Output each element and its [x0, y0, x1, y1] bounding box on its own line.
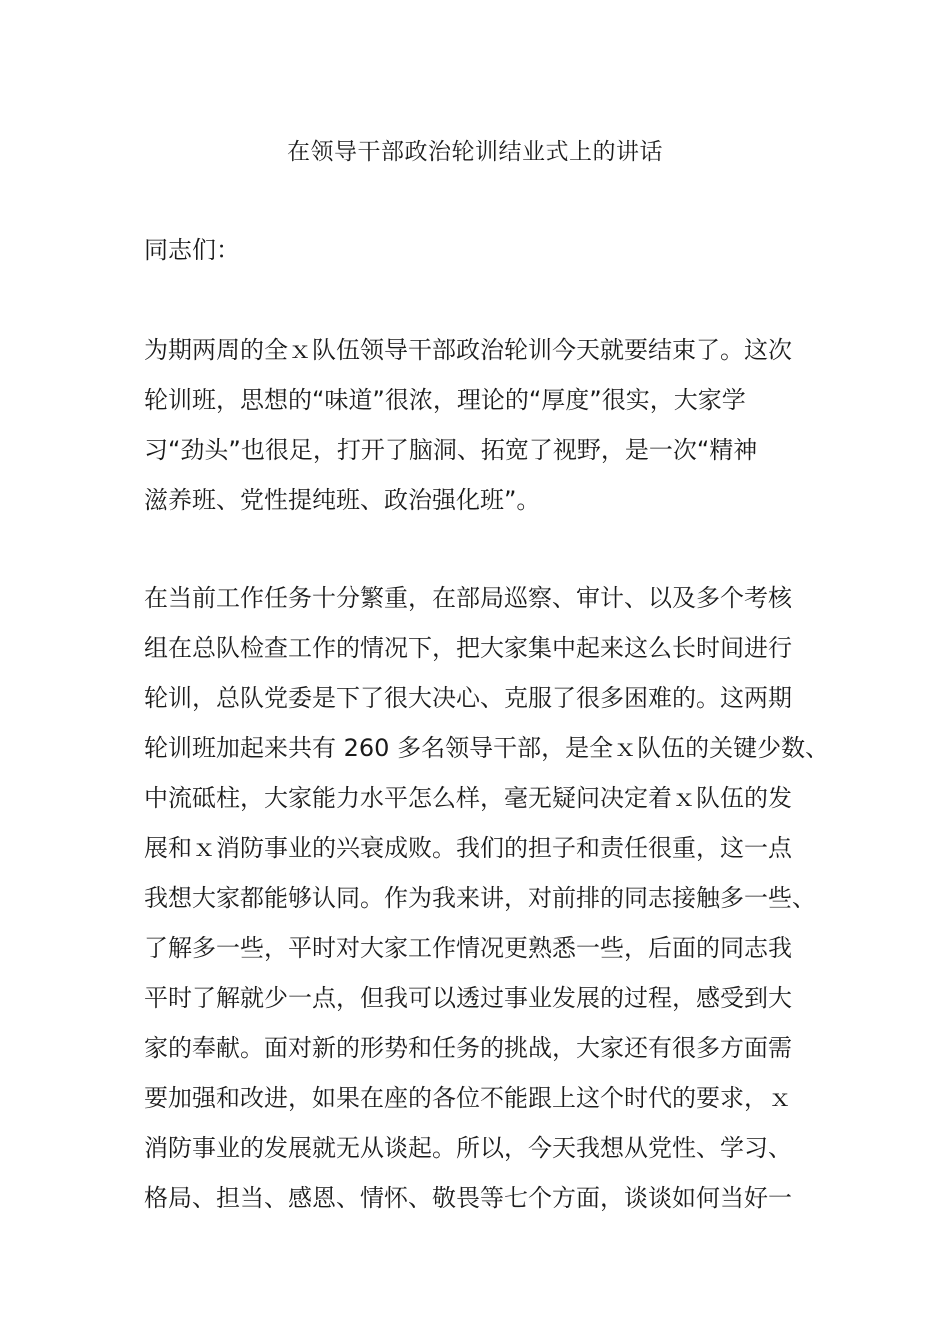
- paragraph-line: 滋养班、党性提纯班、政治强化班”。: [144, 486, 541, 514]
- paragraph-line: 轮训班，思想的“味道”很浓，理论的“厚度”很实，大家学: [144, 386, 746, 414]
- paragraph-line: 组在总队检查工作的情况下，把大家集中起来这么长时间进行: [144, 634, 792, 662]
- paragraph-line: 我想大家都能够认同。作为我来讲，对前排的同志接触多一些、: [144, 884, 816, 912]
- document-title: 在领导干部政治轮训结业式上的讲话: [287, 139, 663, 165]
- paragraph-1: [144, 325, 834, 525]
- paragraph-line: 为期两周的全ｘ队伍领导干部政治轮训今天就要结束了。这次: [144, 336, 792, 364]
- paragraph-line: 轮训，总队党委是下了很大决心、克服了很多困难的。这两期: [144, 684, 792, 712]
- paragraph-line: 轮训班加起来共有 260 多名领导干部，是全ｘ队伍的关键少数、: [144, 734, 830, 762]
- paragraph-line: 家的奉献。面对新的形势和任务的挑战，大家还有很多方面需: [144, 1034, 792, 1062]
- paragraph-line: 平时了解就少一点，但我可以透过事业发展的过程，感受到大: [144, 984, 792, 1012]
- salutation: 同志们：: [144, 236, 240, 264]
- paragraph-line: 了解多一些，平时对大家工作情况更熟悉一些，后面的同志我: [144, 934, 792, 962]
- paragraph-2: [144, 573, 834, 1223]
- paragraph-line: 习“劲头”也很足，打开了脑洞、拓宽了视野，是一次“精神: [144, 436, 758, 464]
- paragraph-line: 在当前工作任务十分繁重，在部局巡察、审计、以及多个考核: [144, 584, 792, 612]
- paragraph-line: 展和ｘ消防事业的兴衰成败。我们的担子和责任很重，这一点: [144, 834, 792, 862]
- paragraph-line: 消防事业的发展就无从谈起。所以，今天我想从党性、学习、: [144, 1134, 792, 1162]
- paragraph-line: 格局、担当、感恩、情怀、敬畏等七个方面，谈谈如何当好一: [144, 1184, 792, 1212]
- paragraph-line: 要加强和改进，如果在座的各位不能跟上这个时代的要求，ｘ: [144, 1084, 792, 1112]
- paragraph-line: 中流砥柱，大家能力水平怎么样，毫无疑问决定着ｘ队伍的发: [144, 784, 792, 812]
